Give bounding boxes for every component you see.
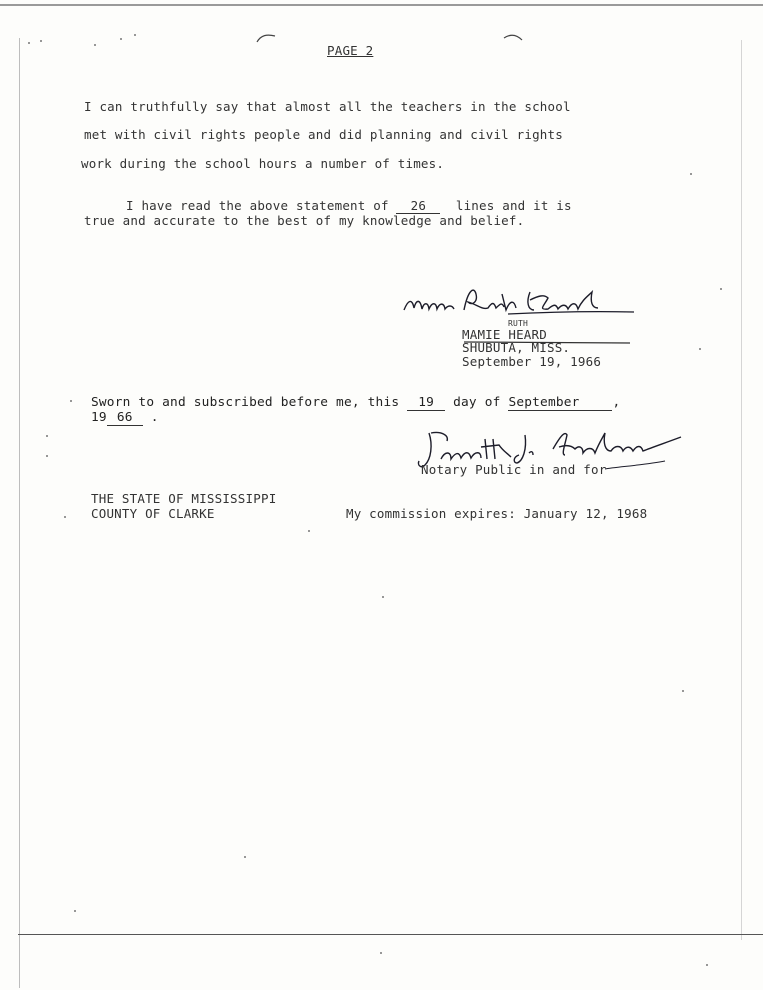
- scan-speck: [720, 288, 722, 290]
- signer-inserted-name: RUTH: [508, 319, 529, 328]
- scan-edge-right: [741, 40, 742, 940]
- sworn-month: September: [508, 395, 612, 411]
- notary-signature-text: Vanette J. Hudson: [415, 425, 426, 426]
- scan-speck: [308, 530, 310, 532]
- sworn-line-2: 19 66 .: [91, 410, 159, 425]
- scan-speck: [120, 38, 122, 40]
- county-line: COUNTY OF CLARKE: [91, 506, 215, 521]
- attestation-line-count: 26: [396, 198, 440, 214]
- attestation-line-1: [126, 198, 572, 214]
- signer-date: September 19, 1966: [462, 354, 602, 369]
- sworn-day-label: day of: [453, 395, 501, 410]
- scan-speck: [682, 690, 684, 692]
- signer-name-text: MAMIE HEARD: [462, 327, 547, 342]
- notary-title: Notary Public in and for: [421, 462, 607, 477]
- scan-speck: [94, 44, 96, 46]
- sworn-year-prefix: 19: [91, 410, 107, 425]
- commission-expiry: My commission expires: January 12, 1968: [346, 506, 648, 521]
- signer-city: SHUBUTA, MISS.: [462, 340, 571, 355]
- scan-speck: [134, 34, 136, 36]
- scan-mark: [502, 32, 524, 44]
- scan-speck: [40, 40, 42, 42]
- scan-speck: [380, 952, 382, 954]
- scan-speck: [244, 856, 246, 858]
- scan-speck: [46, 455, 48, 457]
- state-line: THE STATE OF MISSISSIPPI: [91, 491, 277, 506]
- scan-speck: [64, 516, 66, 518]
- scan-speck: [699, 348, 701, 350]
- scan-speck: [706, 964, 708, 966]
- attestation-before: I have read the above statement of: [126, 198, 389, 213]
- attestation-line-2: true and accurate to the best of my knowledge and belief.: [84, 213, 525, 228]
- body-line-1: I can truthfully say that almost all the teachers in the school: [84, 99, 571, 114]
- scan-edge-bottom: [18, 934, 763, 935]
- scan-speck: [70, 400, 72, 402]
- attestation-after: lines and it is: [455, 198, 572, 213]
- sworn-day: 19: [407, 395, 445, 411]
- scan-speck: [382, 596, 384, 598]
- scan-speck: [74, 910, 76, 912]
- scan-speck: [46, 435, 48, 437]
- sworn-line-1: Sworn to and subscribed before me, this 19 day of September ,: [91, 395, 621, 410]
- signer-signature-text: Mamie Ruth Heard: [398, 280, 408, 281]
- body-line-2: met with civil rights people and did planning and civil rights: [84, 127, 563, 142]
- scan-edge-left: [19, 38, 20, 988]
- scan-edge-top: [0, 4, 763, 6]
- page-label: PAGE 2: [327, 43, 374, 58]
- sworn-year-suffix: 66: [107, 410, 143, 426]
- scan-mark: [255, 32, 277, 44]
- sworn-text: Sworn to and subscribed before me, this: [91, 395, 400, 410]
- body-line-3: work during the school hours a number of times.: [81, 156, 445, 171]
- scan-speck: [690, 173, 692, 175]
- scan-speck: [28, 42, 30, 44]
